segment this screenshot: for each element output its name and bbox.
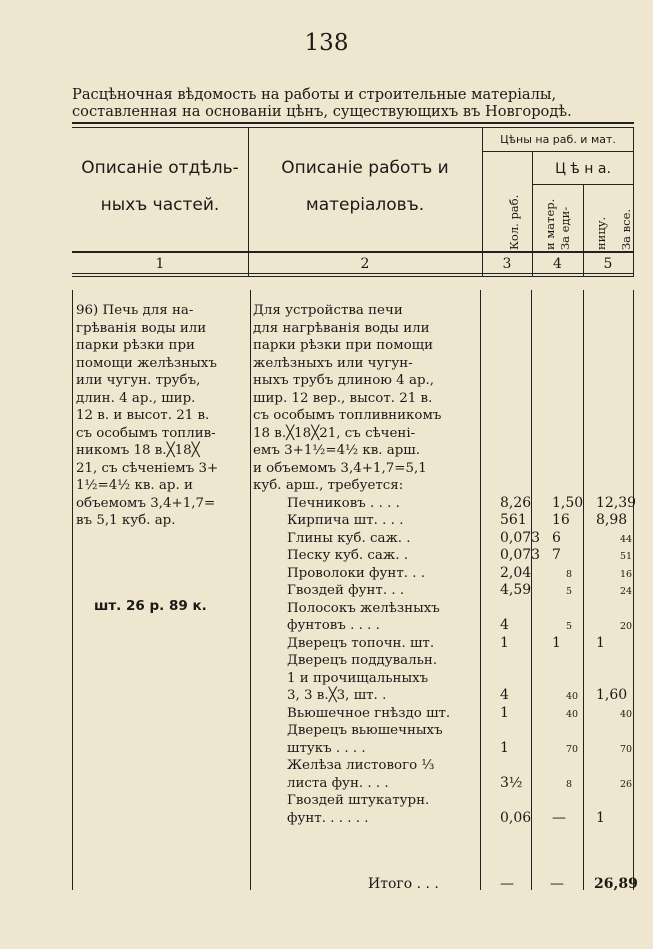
body-divider-2 [480, 290, 481, 890]
work-intro-line: Для устройства печи [253, 303, 403, 318]
item-price: 8 [566, 778, 573, 790]
col-number-1: 1 [155, 256, 165, 272]
item-qty: 8,26 [500, 494, 532, 511]
part-description-line: грѣванія воды или [76, 320, 207, 336]
col-divider-2 [482, 128, 483, 276]
item-label-line: Глины куб. саж. . [287, 530, 411, 546]
item-label-line: Дверецъ вьюшечныхъ [287, 723, 443, 738]
item-total: 40 [620, 708, 633, 720]
part-description-line: 21, съ сѣченіемъ 3+ [76, 460, 219, 476]
item-price: 5 [566, 621, 573, 632]
item-qty: 1 [500, 634, 509, 651]
item-total: 24 [620, 586, 633, 597]
total-price: — [550, 876, 564, 892]
item-price: 5 [566, 586, 573, 597]
total-label: Итого . . . [368, 876, 439, 892]
item-label-line: фунтовъ . . . . [287, 618, 380, 633]
header-col1: Описаніе отдѣль- ныхъ частей. [81, 158, 239, 215]
item-qty: 3½ [500, 774, 523, 791]
part-description-line: 12 в. и высот. 21 в. [76, 408, 210, 423]
body-left-edge [72, 290, 73, 890]
body-divider-4 [583, 290, 584, 890]
work-intro-line: шир. 12 вер., высот. 21 в. [253, 390, 433, 406]
part-description-line: длин. 4 ар., шир. [76, 390, 196, 406]
item-label-line: Песку куб. саж. . [287, 548, 408, 563]
item-price: 40 [566, 708, 579, 720]
header-col2: Описаніе работъ и матеріаловъ. [281, 158, 449, 215]
item-price: — [552, 809, 566, 826]
item-label-line: штукъ . . . . [287, 740, 366, 756]
part-description-line: объемомъ 3,4+1,7= [76, 495, 216, 511]
item-qty: 1 [500, 739, 509, 756]
col-number-3: 3 [502, 256, 512, 272]
item-price: 6 [552, 529, 561, 546]
page-number: 138 [304, 30, 349, 56]
col-number-4: 4 [553, 256, 562, 272]
col-number-5: 5 [603, 256, 613, 272]
part-description-line: съ особымъ топлив- [76, 425, 216, 441]
table-top-rule [72, 127, 634, 128]
item-label-line: 3, 3 в.╳3, шт. . [287, 688, 387, 703]
colnum-bottom-rule [72, 273, 634, 274]
part-description [76, 302, 248, 530]
item-label-line: Гвоздей фунт. . . [287, 583, 405, 598]
body-right-edge [633, 290, 634, 890]
part-description-line: или чугун. трубъ, [76, 373, 201, 388]
document-title [72, 86, 642, 120]
item-label-line: Желѣза листового ⅓ [287, 758, 435, 773]
item-price: 7 [552, 547, 561, 563]
part-description-line: парки рѣзки при [76, 338, 195, 353]
work-intro-line: для нагрѣванія воды или [253, 320, 430, 336]
item-label-line: Дверецъ поддувальн. [287, 653, 438, 668]
item-label-line: Проволоки фунт. . . [287, 565, 426, 581]
item-qty: 4,59 [500, 582, 532, 598]
item-price: 40 [566, 691, 579, 702]
colnum-bottom-rule-2 [72, 276, 634, 277]
item-label-line: 1 и прочищальныхъ [287, 670, 429, 686]
item-label-line: Гвоздей штукатурн. [287, 793, 430, 808]
item-total: 16 [620, 568, 633, 580]
work-intro-line: куб. арш., требуется: [253, 478, 404, 493]
item-price: 70 [566, 743, 579, 755]
col-number-2: 2 [360, 256, 370, 272]
part-description-line: помощи желѣзныхъ [76, 355, 217, 371]
header-total: За все. [619, 208, 633, 250]
item-total: 20 [620, 621, 633, 632]
table-right-edge [633, 128, 634, 276]
item-qty: 4 [500, 687, 509, 703]
body-divider-1 [250, 290, 251, 890]
item-label-line: Печниковъ . . . . [287, 495, 400, 511]
item-total: 70 [620, 743, 633, 755]
work-intro-line: и объемомъ 3,4+1,7=5,1 [253, 460, 427, 476]
item-qty: 2,04 [500, 564, 532, 581]
item-total: 44 [620, 533, 633, 545]
item-qty: 4 [500, 617, 509, 633]
item-qty: 561 [500, 512, 527, 528]
item-total: 1,60 [596, 687, 628, 703]
work-intro-line: желѣзныхъ или чугун- [253, 355, 413, 371]
item-price: 8 [566, 568, 573, 580]
item-qty: 0,073 [500, 547, 541, 563]
item-total: 1 [596, 634, 605, 651]
item-label-line: Вьюшечное гнѣздо шт. [287, 705, 451, 721]
part-description-line: 1½=4½ кв. ар. и [76, 478, 193, 493]
work-intro-line: съ особымъ топливникомъ [253, 408, 442, 423]
part-description-line: никомъ 18 в.╳18╳ [76, 443, 200, 458]
item-qty: 1 [500, 704, 509, 721]
total-sum: 26,89 [594, 876, 638, 892]
item-total: 12,39 [596, 494, 637, 511]
work-intro-line: 18 в.╳18╳21, съ сѣчені- [253, 425, 416, 441]
item-label-line: листа фун. . . . [287, 775, 389, 791]
header-per-unit: За еди- ницу. [558, 206, 608, 250]
header-price-group: Ц ѣ н а. [555, 161, 611, 177]
work-intro-line: ныхъ трубъ длиною 4 ар., [253, 373, 435, 388]
item-price: 1 [552, 634, 561, 651]
part-description-line: 96) Печь для на- [76, 303, 194, 318]
item-qty: 0,06 [500, 809, 532, 826]
item-label-line: фунт. . . . . . [287, 810, 369, 826]
header-qty: Кол. раб. и матер. [507, 194, 557, 250]
work-intro-line: парки рѣзки при помощи [253, 338, 434, 353]
item-label-line: Дверецъ топочн. шт. [287, 635, 435, 651]
prices-group-rule [482, 151, 634, 152]
item-total: 8,98 [596, 512, 628, 528]
part-description-line: въ 5,1 куб. ар. [76, 513, 176, 528]
item-price: 16 [552, 512, 570, 528]
title-underline [72, 122, 634, 124]
item-total: 1 [596, 809, 605, 826]
header-bottom-rule [72, 251, 634, 253]
work-description [253, 302, 479, 827]
header-prices-group: Цѣны на раб. и мат. [500, 133, 616, 146]
title-line-2: составленная на основаніи цѣнъ, существующихъ въ Новгородѣ. [72, 103, 572, 120]
title-line-1: Расцѣночная вѣдомость на работы и строительные матеріалы, [72, 86, 557, 103]
part-total: шт. 26 р. 89 к. [94, 598, 207, 614]
item-price: 1,50 [552, 494, 584, 511]
item-total: 26 [620, 778, 633, 790]
item-total: 51 [620, 551, 633, 562]
item-qty: 0,073 [500, 529, 541, 546]
work-intro-line: емъ 3+1½=4½ кв. арш. [253, 443, 421, 458]
item-label-line: Полосокъ желѣзныхъ [287, 600, 440, 616]
total-qty: — [500, 876, 514, 892]
item-label-line: Кирпича шт. . . . [287, 513, 404, 528]
